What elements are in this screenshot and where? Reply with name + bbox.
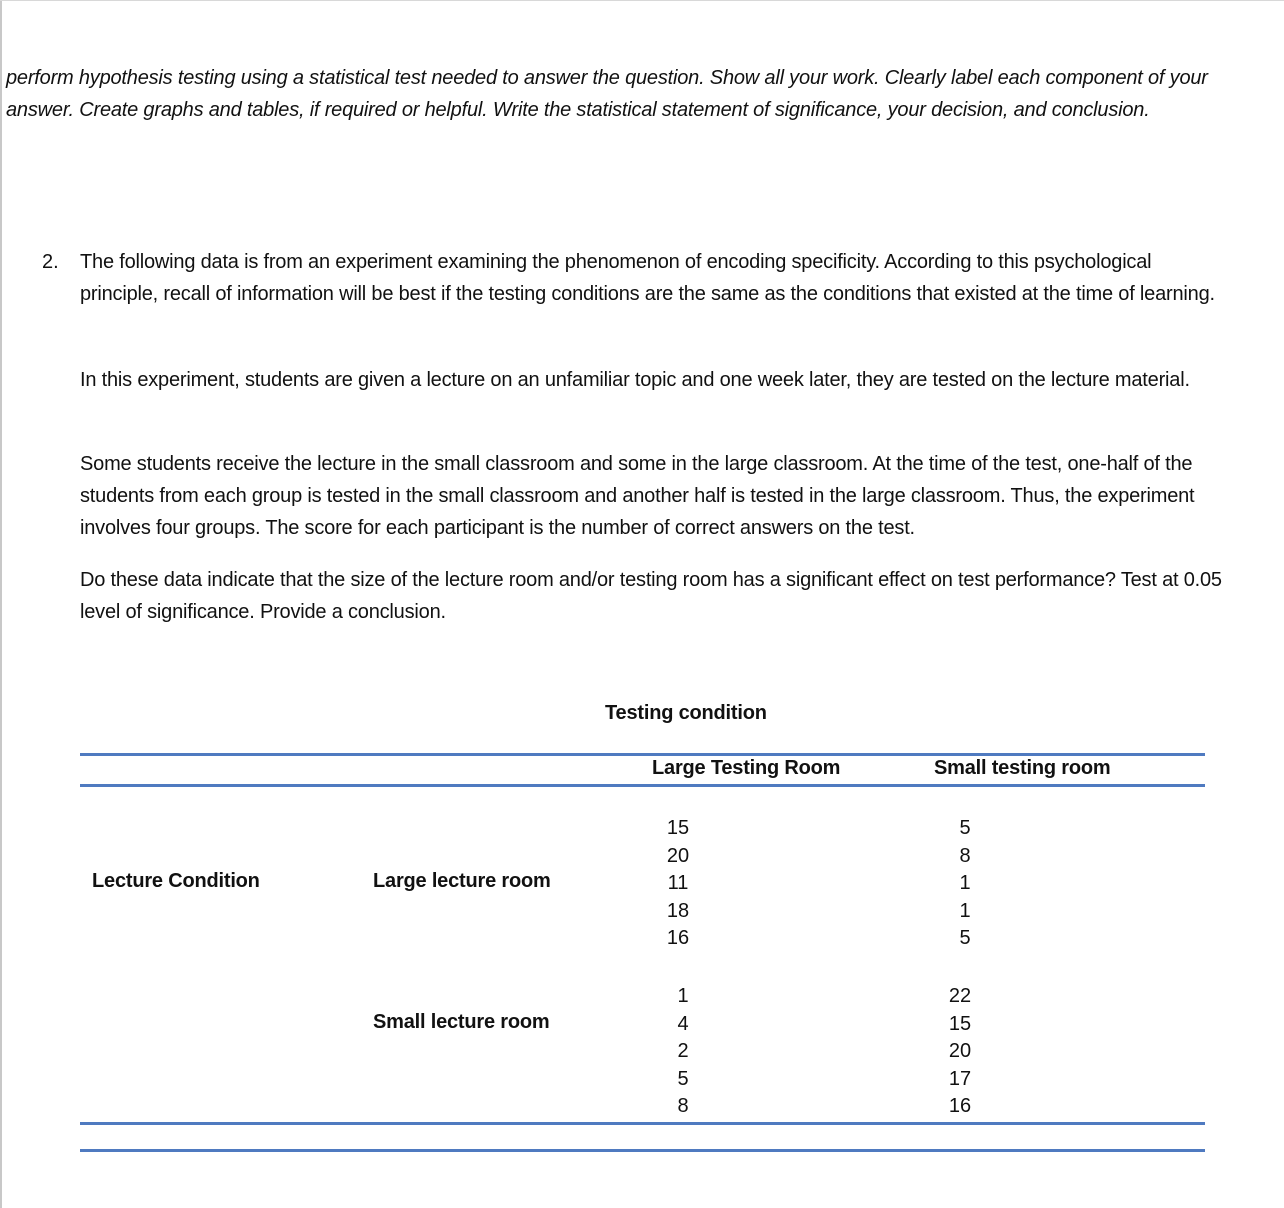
- instructions-text: perform hypothesis testing using a statistical test needed to answer the question. Show all your work. Clearly label each component of your answer. Create graphs and tables, if required or helpful. Write the statistical statement of significance, your decision, and conclusion.: [6, 67, 1208, 121]
- question-number: 2.: [42, 251, 59, 273]
- page-left-border: [0, 0, 2, 1208]
- score-value: 20: [948, 1040, 972, 1062]
- score-value: 5: [677, 1067, 689, 1090]
- score-value: 16: [666, 927, 690, 949]
- row-label-large-lecture: Large lecture room: [373, 870, 551, 892]
- column-header-small-testing: Small testing room: [934, 757, 1111, 779]
- score-value: 20: [666, 844, 690, 867]
- score-value: 5: [959, 817, 971, 839]
- table-header-rule: [80, 784, 1205, 787]
- row-label-small-lecture: Small lecture room: [373, 1011, 550, 1033]
- score-value: 8: [959, 844, 971, 867]
- cell-large-lecture-small-testing: [935, 815, 995, 953]
- table-super-header: Testing condition: [605, 702, 767, 724]
- page-top-border: [0, 0, 1284, 1]
- score-value: 18: [666, 899, 690, 922]
- score-value: 17: [948, 1067, 972, 1090]
- cell-small-lecture-small-testing: [930, 983, 990, 1121]
- score-value: 1: [959, 872, 971, 894]
- question-paragraph-2: In this experiment, students are given a lecture on an unfamiliar topic and one week later, they are tested on the lecture material.: [80, 369, 1190, 391]
- score-value: 8: [677, 1095, 689, 1117]
- score-value: 15: [948, 1012, 972, 1035]
- score-value: 4: [677, 1012, 689, 1035]
- score-value: 1: [677, 985, 689, 1007]
- column-header-large-testing: Large Testing Room: [652, 757, 841, 779]
- score-value: 5: [959, 927, 971, 949]
- row-factor-label: Lecture Condition: [92, 870, 260, 892]
- cell-large-lecture-large-testing: [648, 815, 708, 953]
- table-footer-rule: [80, 1149, 1205, 1152]
- question-paragraph-1: The following data is from an experiment examining the phenomenon of encoding specificity. According to this psychological principle, recall of information will be best if the testing conditions are the same as the conditions that existed at the time of learning.: [80, 251, 1215, 305]
- score-value: 22: [948, 985, 972, 1007]
- score-value: 11: [667, 872, 689, 894]
- table-bottom-rule: [80, 1122, 1205, 1125]
- score-value: 2: [677, 1040, 689, 1062]
- question-paragraph-3: Some students receive the lecture in the small classroom and some in the large classroom. At the time of the test, one-half of the students from each group is tested in the small classroom and another half is tested in the large classroom. Thus, the experiment involves four groups. The score for each participant is the number of correct answers on the test.: [80, 453, 1195, 539]
- table-top-rule: [80, 753, 1205, 756]
- cell-small-lecture-large-testing: [653, 983, 713, 1121]
- score-value: 16: [948, 1095, 972, 1117]
- score-value: 1: [959, 899, 971, 922]
- score-value: 15: [666, 817, 690, 839]
- question-paragraph-4: Do these data indicate that the size of the lecture room and/or testing room has a significant effect on test performance? Test at 0.05 level of significance. Provide a conclusion.: [80, 569, 1222, 623]
